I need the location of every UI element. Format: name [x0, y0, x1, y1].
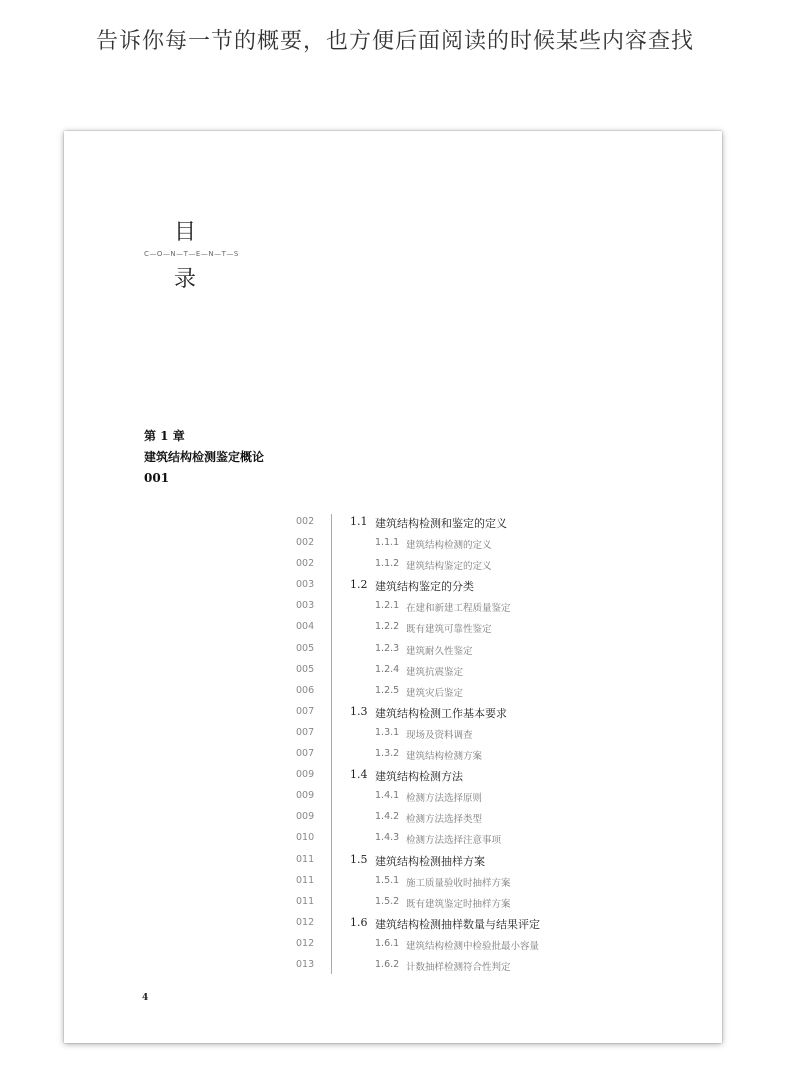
- toc-page-number: 010: [296, 832, 315, 844]
- toc-subsection-row: [64, 745, 722, 766]
- toc-page-number: 002: [296, 516, 315, 527]
- toc-entry-title: 建筑抗震鉴定: [406, 666, 464, 678]
- toc-subsection-row: [64, 640, 722, 661]
- toc-page-number: 011: [296, 895, 315, 907]
- toc-page-number: 006: [296, 684, 315, 696]
- toc-entry-number: 1.4.1: [375, 790, 400, 802]
- toc-entry-number: 1.2.4: [375, 663, 400, 675]
- toc-subsection-row: [64, 829, 722, 850]
- toc-subsection-row: [64, 872, 722, 893]
- toc-entry-title: 建筑结构检测工作基本要求: [375, 706, 507, 720]
- toc-page-number: 003: [296, 600, 315, 612]
- toc-entry-title: 检测方法选择原则: [406, 793, 483, 805]
- book-page: [64, 131, 722, 1043]
- chapter-title: 建筑结构检测鉴定概论: [144, 450, 265, 464]
- toc-subsection-row: [64, 893, 722, 914]
- toc-heading-char-bottom: 录: [174, 267, 197, 292]
- toc-subsection-row: [64, 787, 722, 808]
- toc-entry-title: 既有建筑鉴定时抽样方案: [406, 898, 511, 910]
- toc-entry-title: 建筑结构检测抽样数量与结果评定: [375, 917, 540, 931]
- toc-entry-title: 建筑结构检测抽样方案: [375, 854, 485, 868]
- toc-entry-title: 既有建筑可靠性鉴定: [406, 624, 492, 636]
- toc-section-row: [64, 513, 722, 534]
- toc-page-number: 009: [296, 769, 315, 781]
- toc-page-number: 002: [296, 537, 315, 549]
- toc-subsection-row: [64, 956, 722, 977]
- toc-entry-title: 建筑灾后鉴定: [406, 687, 464, 699]
- toc-entry-number: 1.3: [350, 704, 368, 718]
- toc-subsection-row: [64, 555, 722, 576]
- toc-page-number: 005: [296, 663, 315, 675]
- toc-entry-number: 1.1.2: [375, 558, 400, 570]
- toc-entry-title: 计数抽样检测符合性判定: [406, 961, 511, 973]
- toc-page-number: 007: [296, 726, 315, 738]
- chapter-heading: [144, 426, 264, 489]
- contents-label: C—O—N—T—E—N—T—S: [144, 250, 239, 258]
- toc-entry-number: 1.1.1: [375, 537, 400, 549]
- toc-entry-title: 建筑结构检测中检验批最小容量: [406, 940, 540, 952]
- toc-entry-title: 建筑结构检测方法: [375, 770, 463, 784]
- toc-subsection-row: [64, 661, 722, 682]
- toc-section-row: [64, 703, 722, 724]
- toc-entry-number: 1.2.3: [375, 642, 400, 654]
- toc-entry-number: 1.5.2: [375, 895, 400, 907]
- toc-entry-title: 现场及资料调查: [406, 729, 473, 741]
- toc-entry-title: 建筑结构检测方案: [406, 751, 483, 763]
- toc-heading-char-top: 目: [174, 220, 197, 245]
- toc-page-number: 007: [296, 748, 315, 760]
- toc-entry-title: 施工质量验收时抽样方案: [406, 877, 511, 889]
- toc-entry-number: 1.3.1: [375, 726, 400, 738]
- page-number: 4: [142, 993, 149, 1003]
- toc-page-number: 013: [296, 958, 315, 970]
- toc-page-number: 011: [296, 853, 315, 865]
- toc-entry-title: 在建和新建工程质量鉴定: [406, 603, 511, 615]
- chapter-page: 001: [144, 471, 170, 485]
- toc-entry-number: 1.6.2: [375, 958, 400, 970]
- toc-subsection-row: [64, 724, 722, 745]
- toc-page-number: 004: [296, 621, 315, 633]
- toc-subsection-row: [64, 597, 722, 618]
- toc-entry-title: 建筑结构鉴定的分类: [375, 580, 474, 594]
- toc-entries: [64, 513, 722, 977]
- toc-page-number: 012: [296, 916, 315, 928]
- toc-subsection-row: [64, 935, 722, 956]
- toc-entry-number: 1.5.1: [375, 874, 400, 886]
- toc-page-number: 009: [296, 811, 315, 823]
- toc-page-number: 012: [296, 937, 315, 949]
- toc-heading: [144, 215, 239, 293]
- toc-entry-title: 建筑耐久性鉴定: [406, 645, 473, 657]
- toc-page-number: 009: [296, 790, 315, 802]
- toc-subsection-row: [64, 808, 722, 829]
- toc-entry-number: 1.4.3: [375, 832, 400, 844]
- toc-entry-number: 1.2.5: [375, 684, 400, 696]
- toc-entry-title: 建筑结构鉴定的定义: [406, 561, 492, 573]
- toc-entry-number: 1.2.2: [375, 621, 400, 633]
- toc-subsection-row: [64, 534, 722, 555]
- chapter-label: 第 1 章: [144, 429, 185, 443]
- toc-entry-number: 1.6: [350, 915, 368, 929]
- toc-subsection-row: [64, 682, 722, 703]
- toc-entry-number: 1.2.1: [375, 600, 400, 612]
- toc-page-number: 005: [296, 642, 315, 654]
- toc-entry-number: 1.4: [350, 768, 368, 782]
- toc-section-row: [64, 576, 722, 597]
- toc-page-number: 002: [296, 558, 315, 570]
- toc-entry-number: 1.6.1: [375, 937, 400, 949]
- toc-entry-title: 建筑结构检测的定义: [406, 540, 492, 552]
- toc-entry-title: 检测方法选择类型: [406, 814, 483, 826]
- toc-page-number: 007: [296, 705, 315, 717]
- toc-page-number: 011: [296, 874, 315, 886]
- toc-page-number: 003: [296, 579, 315, 591]
- toc-section-row: [64, 914, 722, 935]
- toc-entry-number: 1.3.2: [375, 748, 400, 760]
- toc-subsection-row: [64, 618, 722, 639]
- toc-section-row: [64, 851, 722, 872]
- toc-entry-title: 检测方法选择注意事项: [406, 835, 502, 847]
- page-caption: 告诉你每一节的概要，也方便后面阅读的时候某些内容查找: [95, 29, 694, 54]
- toc-entry-number: 1.1: [350, 515, 368, 528]
- toc-entry-number: 1.2: [350, 578, 368, 592]
- toc-entry-number: 1.4.2: [375, 811, 400, 823]
- toc-entry-title: 建筑结构检测和鉴定的定义: [375, 517, 507, 530]
- toc-entry-number: 1.5: [350, 852, 368, 866]
- toc-section-row: [64, 766, 722, 787]
